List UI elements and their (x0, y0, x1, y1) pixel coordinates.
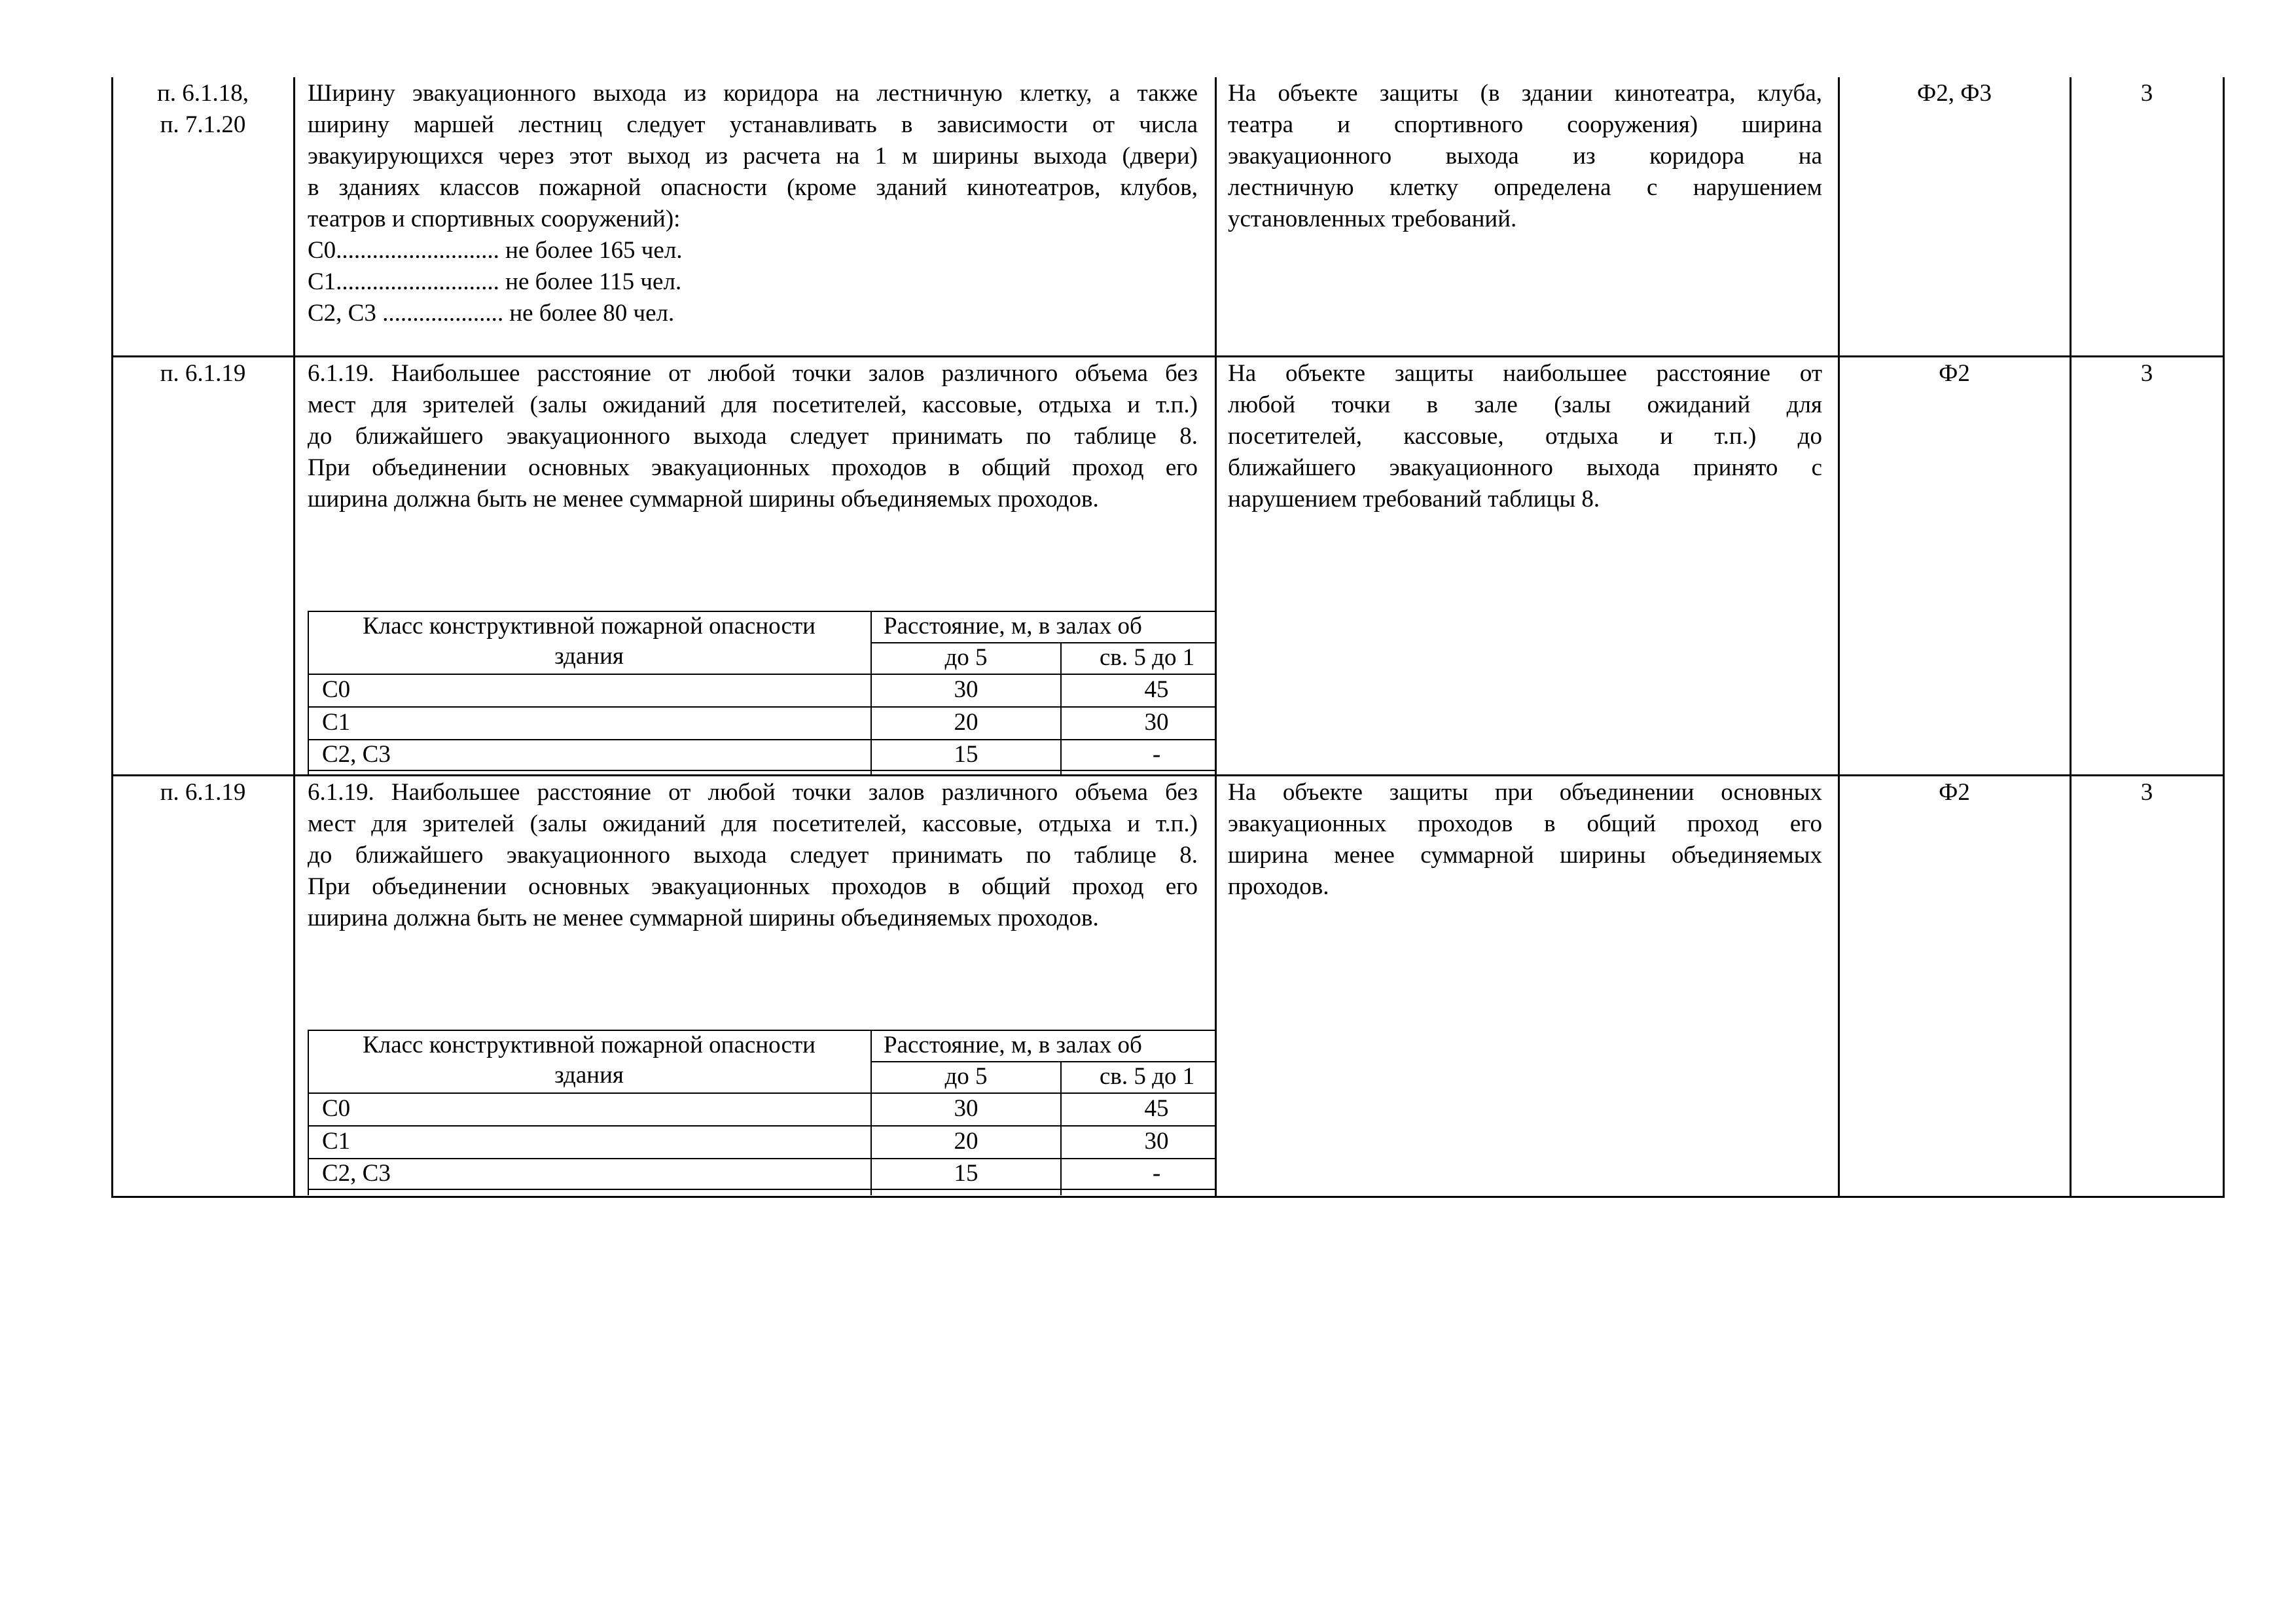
table-8-distance-header: Расстояние, м, в залах об (884, 1032, 1142, 1058)
table-8-class-header-line: здания (554, 643, 624, 670)
table-border-left (111, 77, 113, 1198)
table-8-v1: 15 (954, 1160, 978, 1187)
row-1-req-line: театров и спортивных сооружений): (308, 206, 681, 232)
table-8-v1: 30 (954, 1095, 978, 1122)
row-2-req-line: 6.1.19. Наибольшее расстояние от любой точки залов различного объема без (308, 360, 1198, 387)
row-1-violation-line: театра и спортивного сооружения) ширина (1228, 111, 1822, 138)
row-2-grade: 3 (2140, 360, 2153, 387)
table-8-v1: 15 (954, 741, 978, 768)
row-2-violation-line: любой точки в зале (залы ожиданий для (1228, 391, 1822, 418)
row-separator-1 (111, 355, 2225, 357)
row-2-req-line: ширина должна быть не менее суммарной ширины объединяемых проходов. (308, 486, 1099, 513)
table-8-cls: С0 (322, 1095, 351, 1122)
row-1-violation-line: На объекте защиты (в здании кинотеатра, клуба, (1228, 80, 1822, 107)
row-3-ref-line-1: п. 6.1.19 (160, 779, 246, 806)
row-1-ref-line-2: п. 7.1.20 (160, 111, 246, 138)
table-8 (308, 1030, 1215, 1195)
table-divider-class (2070, 77, 2072, 1198)
row-1-ref-line-1: п. 6.1.18, (156, 80, 249, 107)
table-8-subcol-1: до 5 (944, 644, 988, 671)
table-8-v2: 30 (1144, 1128, 1169, 1155)
row-1-grade: 3 (2140, 80, 2153, 107)
row-3-requirement (308, 777, 1198, 934)
row-1-req-line: С1........................... не более 115 чел. (308, 268, 682, 295)
table-8-v2: 45 (1144, 676, 1169, 703)
table-8-class-header (308, 611, 870, 672)
row-2-req-line: до ближайшего эвакуационного выхода следует принимать по таблице 8. (308, 423, 1198, 450)
table-8-class-header-line: здания (554, 1062, 624, 1089)
row-3-grade: 3 (2140, 779, 2153, 806)
table-8-cls: С2, С3 (322, 741, 391, 768)
row-3-req-line: 6.1.19. Наибольшее расстояние от любой точки залов различного объема без (308, 779, 1198, 806)
table-8 (308, 611, 1215, 776)
row-2-violation (1228, 358, 1822, 515)
row-3-req-line: При объединении основных эвакуационных проходов в общий проход его (308, 873, 1198, 900)
row-2-violation-line: посетителей, кассовые, отдыха и т.п.) до (1228, 423, 1822, 450)
row-3-reference (115, 777, 291, 808)
row-3-violation-line: ширина менее суммарной ширины объединяемых (1228, 842, 1822, 869)
row-1-req-line: С0........................... не более 165 чел. (308, 237, 683, 264)
row-3-req-line: до ближайшего эвакуационного выхода следует принимать по таблице 8. (308, 842, 1198, 869)
table-border-bottom (111, 1196, 2225, 1198)
table-8-border-bottom (308, 1189, 1215, 1190)
table-8-distance-header: Расстояние, м, в залах об (884, 613, 1142, 640)
table-8-v1: 20 (954, 709, 978, 736)
table-8-cls: С0 (322, 676, 351, 703)
row-1-violation-line: эвакуационного выхода из коридора на (1228, 143, 1822, 170)
row-1-req-line: в зданиях классов пожарной опасности (кроме зданий кинотеатров, клубов, (308, 174, 1198, 201)
row-3-violation-line: На объекте защиты при объединении основных (1228, 779, 1822, 806)
row-1-violation (1228, 78, 1822, 235)
row-1-violation-line: установленных требований. (1228, 206, 1517, 232)
row-1-class: Ф2, Ф3 (1917, 80, 1992, 107)
table-8-subcol-1: до 5 (944, 1063, 988, 1090)
row-1-req-line: Ширину эвакуационного выхода из коридора на лестничную клетку, а также (308, 80, 1198, 107)
table-8-class-header (308, 1030, 870, 1091)
table-8-cls: С1 (322, 709, 351, 736)
row-2-req-line: При объединении основных эвакуационных проходов в общий проход его (308, 454, 1198, 481)
row-2-violation-line: нарушением требований таблицы 8. (1228, 486, 1600, 513)
table-8-subcol-2: св. 5 до 1 (1100, 1063, 1195, 1090)
table-8-cls: С2, С3 (322, 1160, 391, 1187)
table-8-v2: - (1152, 1160, 1161, 1187)
row-1-violation-line: лестничную клетку определена с нарушением (1228, 174, 1822, 201)
table-8-v2: 45 (1144, 1095, 1169, 1122)
row-1-req-line: эвакуирующихся через этот выход из расчета на 1 м ширины выхода (двери) (308, 143, 1198, 170)
table-divider-ref (293, 77, 295, 1198)
table-divider-violation (1838, 77, 1840, 1198)
row-2-reference (115, 358, 291, 389)
row-2-violation-line: ближайшего эвакуационного выхода принято с (1228, 454, 1822, 481)
table-8-v2: - (1152, 741, 1161, 768)
table-8-subcol-2: св. 5 до 1 (1100, 644, 1195, 671)
table-divider-requirement (1215, 77, 1217, 1198)
table-8-class-header-line: Класс конструктивной пожарной опасности (363, 1032, 816, 1058)
row-1-reference (115, 78, 291, 141)
row-3-violation (1228, 777, 1822, 903)
row-2-req-line: мест для зрителей (залы ожиданий для посетителей, кассовые, отдыха и т.п.) (308, 391, 1198, 418)
row-1-req-line: С2, С3 .................... не более 80 чел. (308, 300, 675, 327)
table-8-border-bottom (308, 770, 1215, 771)
row-1-req-line: ширину маршей лестниц следует устанавливать в зависимости от числа (308, 111, 1198, 138)
row-1-requirement (308, 78, 1198, 329)
table-8-v2: 30 (1144, 709, 1169, 736)
table-border-right (2223, 77, 2225, 1198)
row-2-requirement (308, 358, 1198, 515)
row-2-violation-line: На объекте защиты наибольшее расстояние от (1228, 360, 1822, 387)
row-3-violation-line: эвакуационных проходов в общий проход его (1228, 810, 1822, 837)
row-2-ref-line-1: п. 6.1.19 (160, 360, 246, 387)
row-3-req-line: ширина должна быть не менее суммарной ширины объединяемых проходов. (308, 905, 1099, 931)
row-3-class: Ф2 (1939, 779, 1970, 806)
row-3-violation-line: проходов. (1228, 873, 1329, 900)
table-8-class-header-line: Класс конструктивной пожарной опасности (363, 613, 816, 640)
table-8-v1: 30 (954, 676, 978, 703)
row-2-class: Ф2 (1939, 360, 1970, 387)
table-8-v1: 20 (954, 1128, 978, 1155)
row-3-req-line: мест для зрителей (залы ожиданий для посетителей, кассовые, отдыха и т.п.) (308, 810, 1198, 837)
table-8-cls: С1 (322, 1128, 351, 1155)
